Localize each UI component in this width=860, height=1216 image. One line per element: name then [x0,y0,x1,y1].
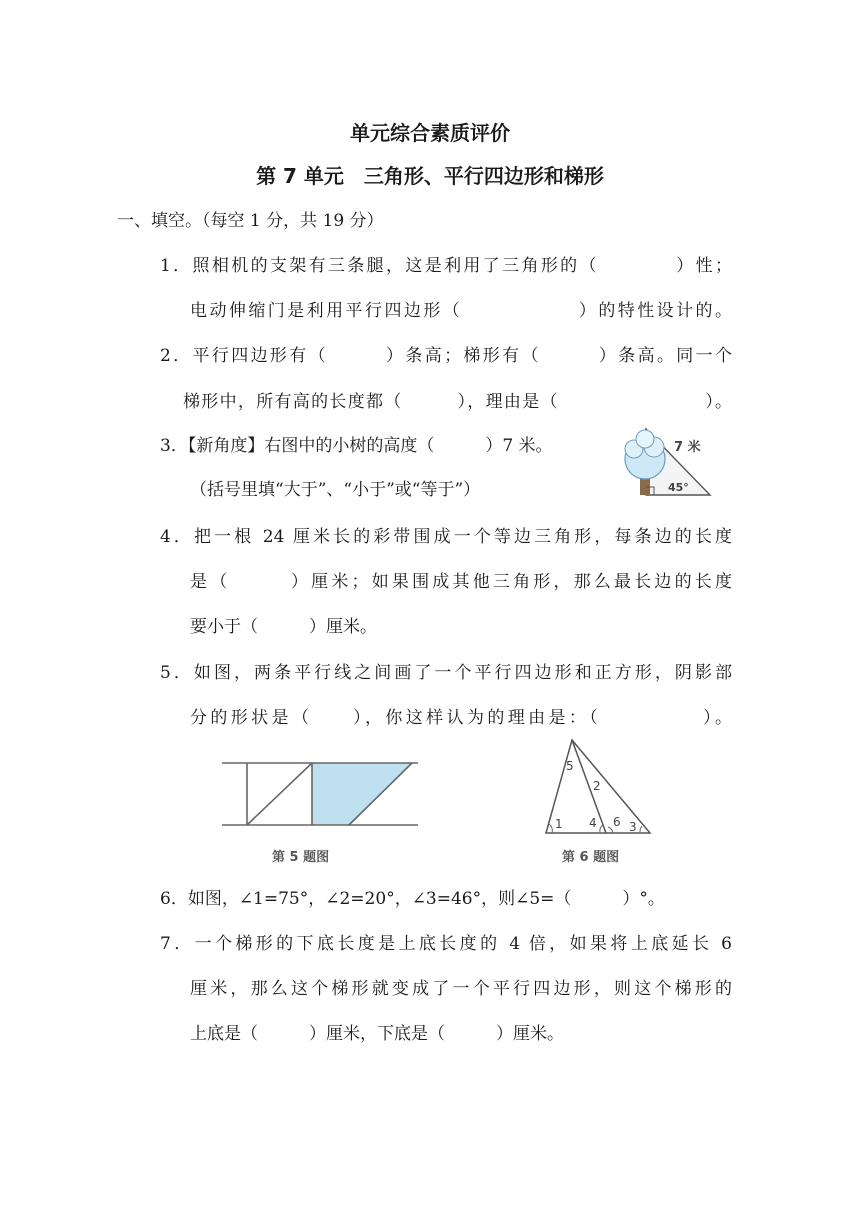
figure-5-caption: 第 5 题图 [272,850,330,865]
question-6-line-1: 6．如图，∠1=75°，∠2=20°，∠3=46°，则∠5=（ ）°。 [160,889,665,909]
question-2-line-2: 梯形中，所有高的长度都（ ），理由是（ ）。 [183,392,732,412]
tree-angle-label: 45° [668,481,689,494]
question-4-line-2: 是（ ）厘米；如果围成其他三角形，那么最长边的长度 [190,572,732,592]
figure-5 [220,755,420,833]
question-7-line-3: 上底是（ ）厘米，下底是（ ）厘米。 [190,1024,564,1044]
question-4-line-3: 要小于（ ）厘米。 [190,617,377,637]
question-1-line-2: 电动伸缩门是利用平行四边形（ ）的特性设计的。 [190,301,732,321]
angle-label-2: 2 [593,779,601,793]
question-7-line-1: 7．一个梯形的下底长度是上底长度的 4 倍，如果将上底延长 6 [160,934,732,954]
question-3-line-2: （括号里填“大于”、“小于”或“等于”） [190,480,481,500]
tree-figure [612,425,720,500]
question-5-line-2: 分的形状是（ ），你这样认为的理由是：（ ）。 [190,708,732,728]
angle-label-5: 5 [566,759,574,773]
angle-label-6: 6 [613,815,621,829]
angle-label-1: 1 [555,817,563,831]
shaded-parallelogram [312,763,412,825]
question-4-line-1: 4．把一根 24 厘米长的彩带围成一个等边三角形，每条边的长度 [160,527,732,547]
question-5-line-1: 5．如图，两条平行线之间画了一个平行四边形和正方形，阴影部 [160,663,732,683]
question-2-line-1: 2．平行四边形有（ ）条高；梯形有（ ）条高。同一个 [160,346,732,366]
page-title: 单元综合素质评价 [350,121,510,145]
unit-subtitle: 第 7 单元 三角形、平行四边形和梯形 [256,164,604,188]
question-1-line-1: 1．照相机的支架有三条腿，这是利用了三角形的（ ）性； [160,256,732,276]
question-7-line-2: 厘米，那么这个梯形就变成了一个平行四边形，则这个梯形的 [190,979,732,999]
section-heading: 一、填空。（每空 1 分，共 19 分） [117,211,384,231]
tree-side-label: 7 米 [674,440,701,455]
figure-6-caption: 第 6 题图 [562,850,620,865]
angle-label-4: 4 [589,816,597,830]
figure-6 [542,738,654,836]
angle-label-3: 3 [629,820,637,834]
question-3-line-1: 3．【新角度】右图中的小树的高度（ ）7 米。 [160,436,553,456]
